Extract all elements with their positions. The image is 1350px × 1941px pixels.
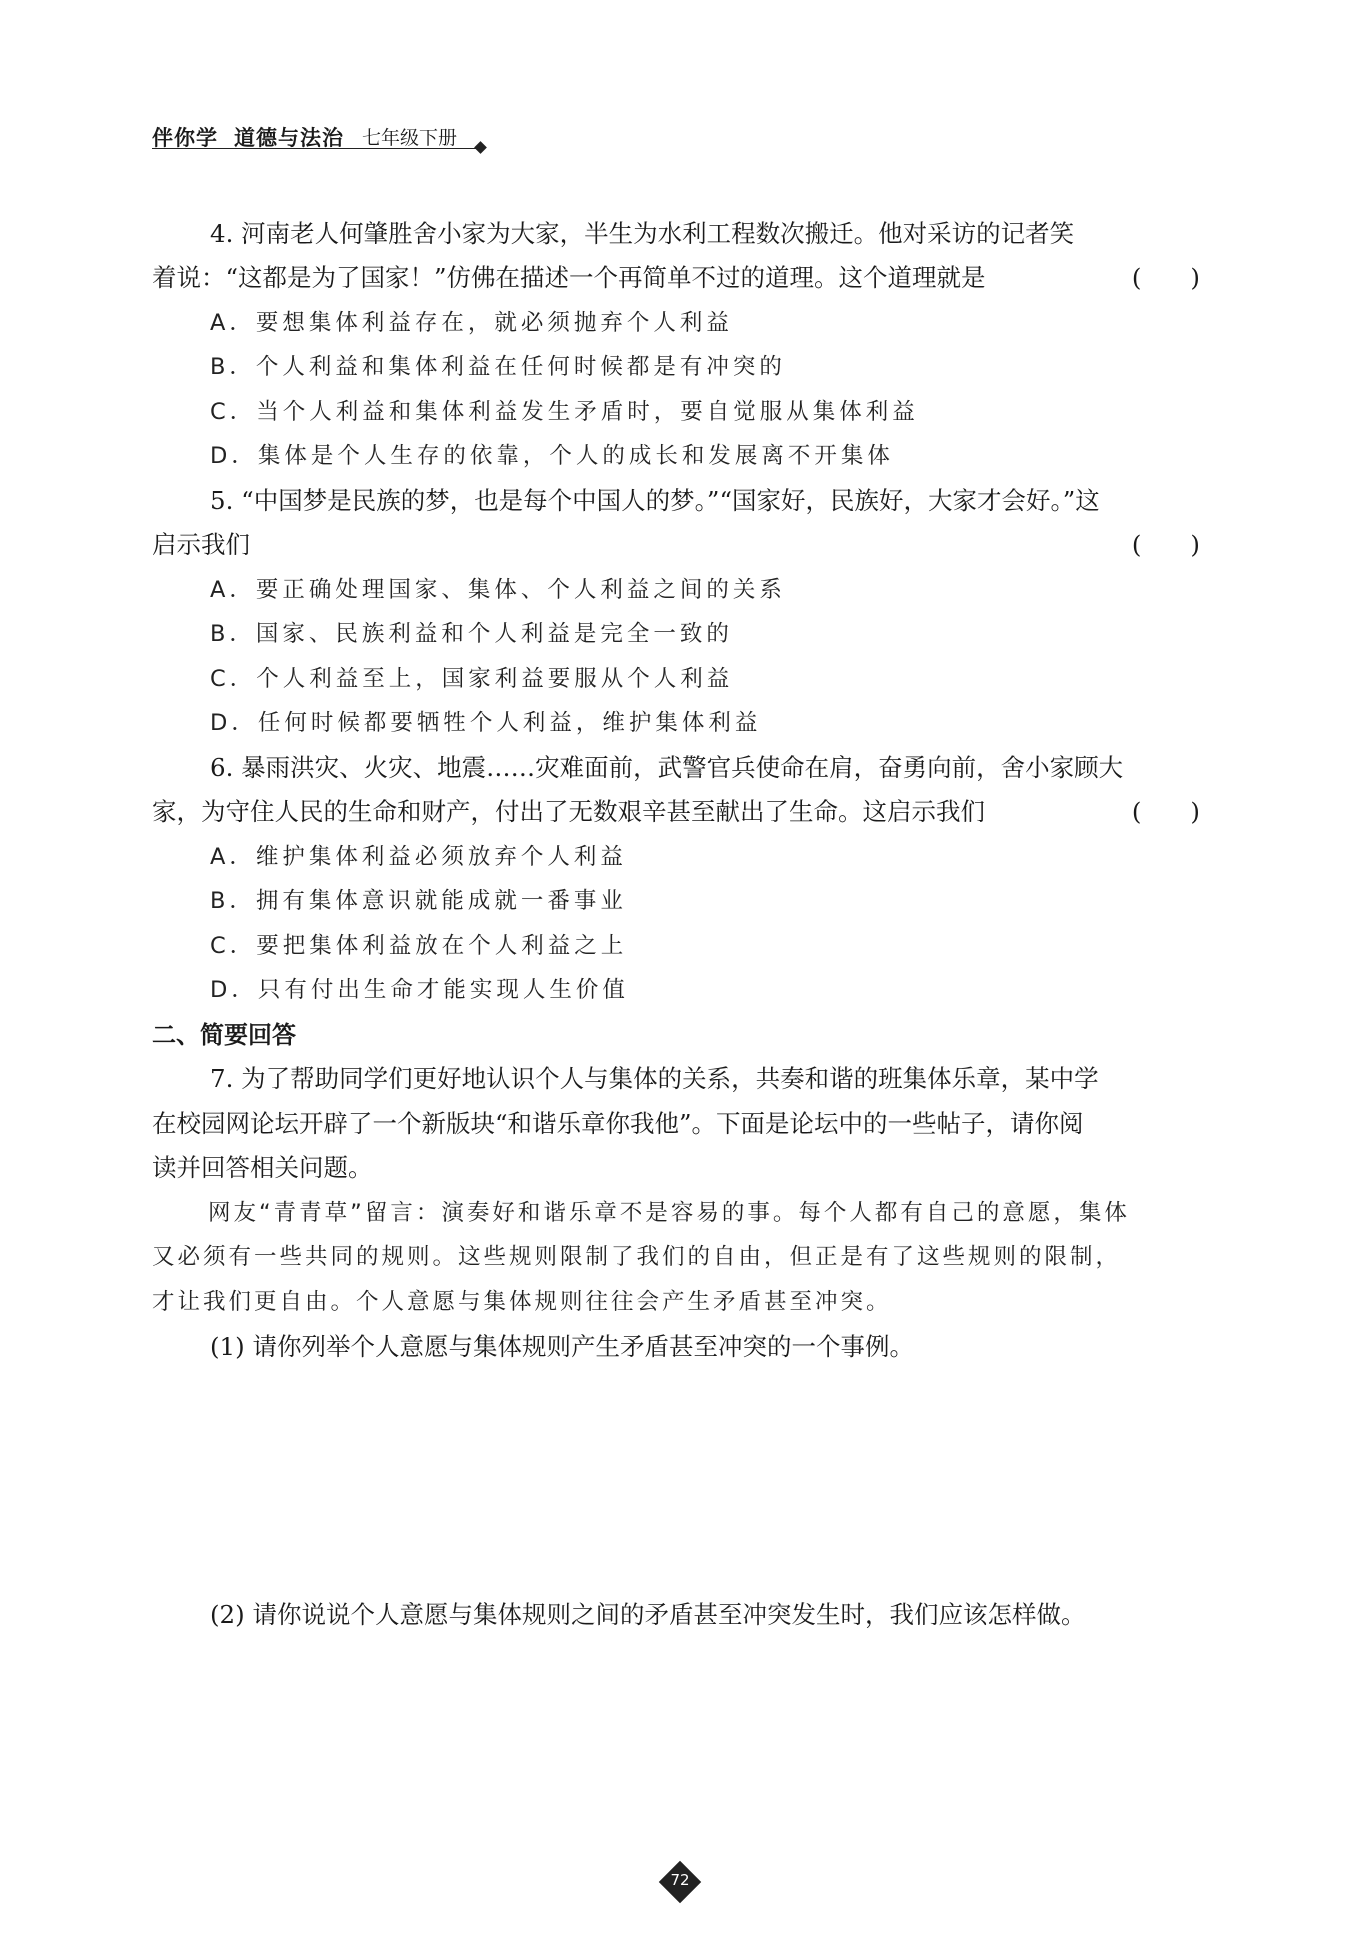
q4-stem-line-2 — [152, 256, 1200, 300]
q5-option-d: D．任何时候都要牺牲个人利益，维护集体利益 — [210, 710, 762, 736]
q5-answer-blank[interactable]: ( ) — [1131, 530, 1200, 559]
header-book-title: 伴你学 — [152, 126, 218, 150]
q6-answer-blank[interactable]: ( ) — [1131, 797, 1200, 826]
q6-option-d: D．只有付出生命才能实现人生价值 — [210, 977, 629, 1003]
forum-quote-line-2: 又必须有一些共同的规则。这些规则限制了我们的自由，但正是有了这些规则的限制， — [152, 1244, 1122, 1270]
section-title: 二、简要回答 — [152, 1021, 296, 1049]
page-number: 72 — [670, 1871, 690, 1889]
q6-stem-text: 家，为守住人民的生命和财产，付出了无数艰辛甚至献出了生命。这启示我们 — [152, 797, 985, 826]
q5-stem-line-2 — [152, 523, 1200, 567]
q4-option-c: C．当个人利益和集体利益发生矛盾时，要自觉服从集体利益 — [210, 399, 919, 425]
q7-stem-line-2: 在校园网论坛开辟了一个新版块“和谐乐章你我他”。下面是论坛中的一些帖子，请你阅 — [152, 1109, 1084, 1138]
forum-quote-line-1: 网友“青青草”留言：演奏好和谐乐章不是容易的事。每个人都有自己的意愿，集体 — [208, 1200, 1130, 1226]
q7-subquestion-1: (1) 请你列举个人意愿与集体规则产生矛盾甚至冲突的一个事例。 — [210, 1332, 914, 1361]
q5-stem-line-1: 5. “中国梦是民族的梦，也是每个中国人的梦。”“国家好，民族好，大家才会好。”这 — [210, 486, 1100, 515]
header-subject: 道德与法治 — [234, 126, 344, 150]
q4-stem-line-1: 4. 河南老人何肇胜舍小家为大家，半生为水利工程数次搬迁。他对采访的记者笑 — [210, 219, 1075, 248]
q4-option-d: D．集体是个人生存的依靠，个人的成长和发展离不开集体 — [210, 443, 894, 469]
q7-stem-line-3: 读并回答相关问题。 — [152, 1153, 373, 1182]
page-number-badge — [660, 1862, 700, 1902]
q5-option-b: B．国家、民族利益和个人利益是完全一致的 — [210, 621, 733, 647]
q7-stem-line-1: 7. 为了帮助同学们更好地认识个人与集体的关系，共奏和谐的班集体乐章，某中学 — [210, 1064, 1099, 1093]
q6-stem-line-2 — [152, 790, 1200, 834]
q4-answer-blank[interactable]: ( ) — [1131, 263, 1200, 292]
header-grade: 七年级下册 — [362, 127, 458, 149]
q4-option-b: B．个人利益和集体利益在任何时候都是有冲突的 — [210, 354, 786, 380]
q7-subquestion-2: (2) 请你说说个人意愿与集体规则之间的矛盾甚至冲突发生时，我们应该怎样做。 — [210, 1600, 1086, 1629]
q6-option-a: A．维护集体利益必须放弃个人利益 — [210, 844, 627, 870]
q5-option-a: A．要正确处理国家、集体、个人利益之间的关系 — [210, 577, 786, 603]
q4-option-a: A．要想集体利益存在，就必须抛弃个人利益 — [210, 310, 733, 336]
forum-quote-line-3: 才让我们更自由。个人意愿与集体规则往往会产生矛盾甚至冲突。 — [152, 1289, 892, 1315]
q6-option-c: C．要把集体利益放在个人利益之上 — [210, 933, 628, 959]
q5-stem-text: 启示我们 — [152, 530, 250, 559]
q5-option-c: C．个人利益至上，国家利益要服从个人利益 — [210, 666, 734, 692]
header-diamond-icon — [474, 141, 487, 154]
page-header — [152, 122, 492, 156]
q6-stem-line-1: 6. 暴雨洪灾、火灾、地震……灾难面前，武警官兵使命在肩，奋勇向前，舍小家顾大 — [210, 753, 1124, 782]
header-rule — [152, 148, 478, 149]
q4-stem-text: 着说：“这都是为了国家！”仿佛在描述一个再简单不过的道理。这个道理就是 — [152, 263, 986, 292]
q6-option-b: B．拥有集体意识就能成就一番事业 — [210, 888, 627, 914]
